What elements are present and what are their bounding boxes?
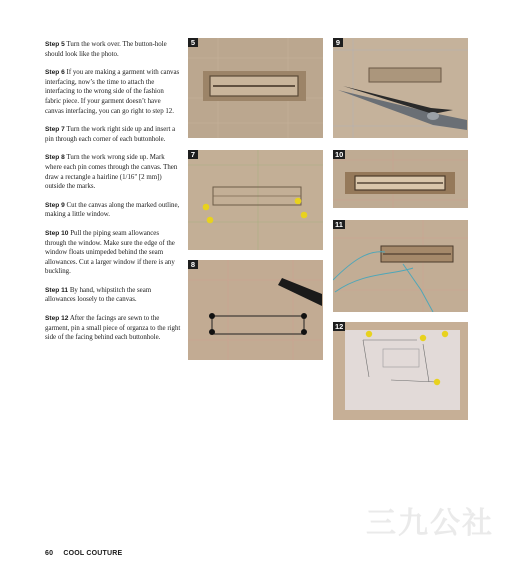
marker-image bbox=[188, 260, 323, 360]
instructions-column bbox=[45, 40, 181, 352]
photo-step-11 bbox=[333, 220, 468, 312]
photo-step-5 bbox=[188, 38, 323, 138]
photo-step-10 bbox=[333, 150, 468, 208]
step-label: Step 11 bbox=[45, 286, 69, 294]
step-label: Step 6 bbox=[45, 69, 65, 77]
pin-head-icon bbox=[434, 379, 440, 385]
step-label: Step 9 bbox=[45, 201, 65, 209]
step-text: Pull the piping seam allowances through the window. Make sure the edge of the window floats unimpeded behind the seam allowances. Cut a larger window if there is any buckling. bbox=[45, 229, 175, 276]
step-11 bbox=[45, 286, 181, 305]
photo-number: 7 bbox=[188, 150, 198, 159]
photo-step-7 bbox=[188, 150, 323, 250]
photo-number: 9 bbox=[333, 38, 343, 47]
buttonhole-image bbox=[188, 38, 323, 138]
photo-number: 8 bbox=[188, 260, 198, 269]
pin-head-icon bbox=[207, 217, 214, 224]
scissors-image bbox=[333, 38, 468, 138]
page-number: 60 bbox=[45, 550, 54, 557]
step-label: Step 12 bbox=[45, 315, 69, 323]
step-10 bbox=[45, 229, 181, 277]
step-8 bbox=[45, 153, 181, 191]
pin-head-icon bbox=[366, 331, 372, 337]
pins-image bbox=[188, 150, 323, 250]
organza-image bbox=[333, 322, 468, 420]
watermark: 三九公社 bbox=[366, 506, 494, 541]
step-label: Step 10 bbox=[45, 229, 69, 237]
step-text: Turn the work over. The button-hole should look like the photo. bbox=[45, 41, 167, 58]
whipstitch-image bbox=[333, 220, 468, 312]
step-text: By hand, whipstitch the seam allowances loosely to the canvas. bbox=[45, 286, 152, 304]
pin-head-icon bbox=[442, 331, 448, 337]
photo-number: 11 bbox=[335, 220, 343, 229]
step-text: If you are making a garment with canvas interfacing, now’s the time to attach the interfacing to the wrong side of the fashion fabric piece. If your garment doesn’t have canvas interfacing, you can go right to step 12. bbox=[45, 69, 180, 115]
step-12 bbox=[45, 314, 181, 343]
photo-step-9 bbox=[333, 38, 468, 138]
step-text: After the facings are sewn to the garment, pin a small piece of organza to the right side of the facing behind each buttonhole. bbox=[45, 315, 181, 342]
pin-head-icon bbox=[295, 198, 302, 205]
book-title: COOL COUTURE bbox=[63, 550, 123, 557]
photo-number: 5 bbox=[188, 38, 198, 47]
step-5 bbox=[45, 40, 181, 59]
step-text: Turn the work wrong side up. Mark where each pin comes through the canvas. Then draw a rectangle a hairline (1/16" [2 mm]) outside the marks. bbox=[45, 154, 178, 191]
step-6 bbox=[45, 68, 181, 116]
pin-head-icon bbox=[420, 335, 426, 341]
step-text: Cut the canvas along the marked outline, making a little window. bbox=[45, 201, 180, 219]
step-text: Turn the work right side up and insert a pin through each corner of each buttonhole. bbox=[45, 126, 176, 143]
step-7 bbox=[45, 125, 181, 144]
piping-image bbox=[333, 150, 468, 208]
photo-number: 12 bbox=[335, 322, 344, 331]
photo-step-8 bbox=[188, 260, 323, 360]
organza-swatch bbox=[345, 330, 460, 410]
page-footer bbox=[45, 550, 122, 557]
step-label: Step 5 bbox=[45, 41, 65, 48]
photo-number: 10 bbox=[335, 150, 344, 159]
step-9 bbox=[45, 201, 181, 220]
step-label: Step 8 bbox=[45, 154, 65, 162]
pin-head-icon bbox=[301, 212, 308, 219]
photo-step-12 bbox=[333, 322, 468, 420]
pin-head-icon bbox=[203, 204, 210, 211]
step-label: Step 7 bbox=[45, 126, 65, 134]
